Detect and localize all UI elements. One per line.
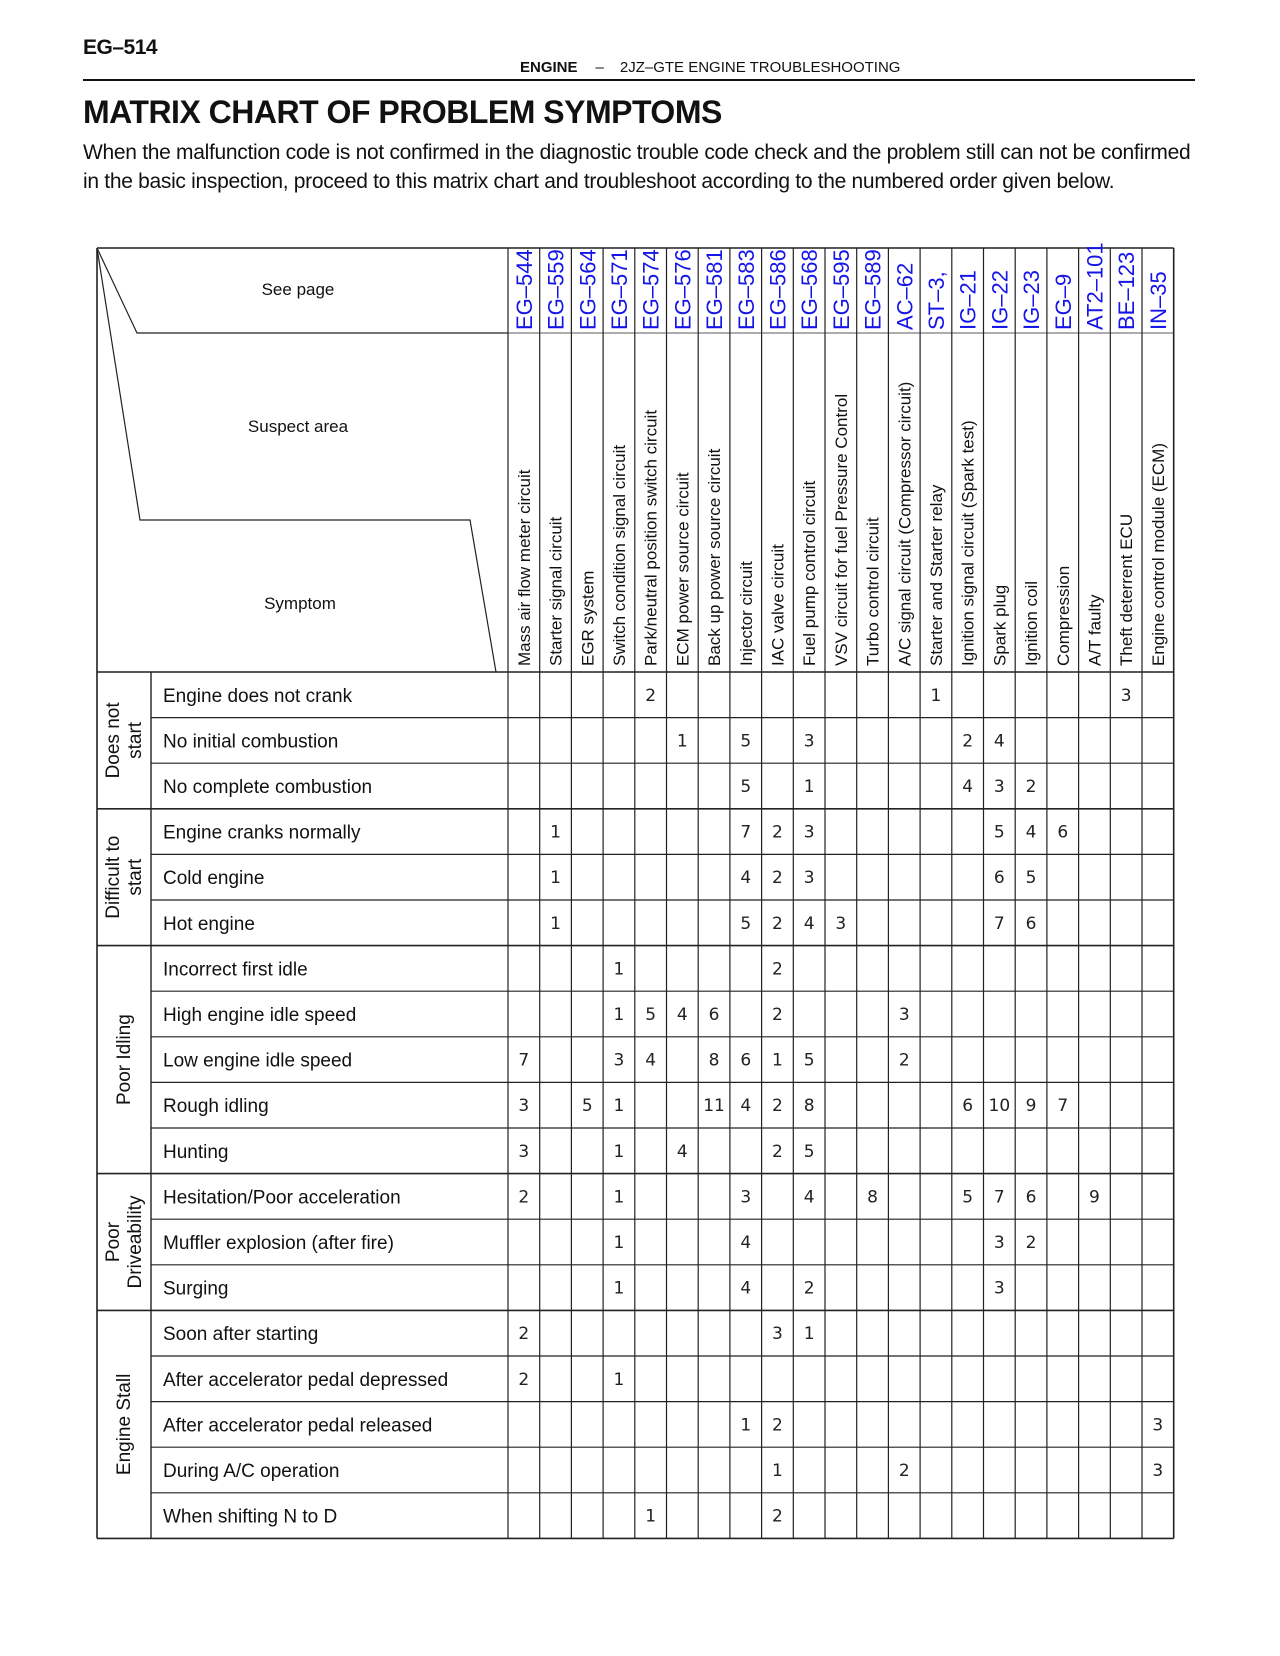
check-order-value: 5 [803, 1141, 815, 1162]
see-page-reference: EG–564 [575, 249, 601, 330]
check-order-value: 1 [613, 1278, 625, 1299]
page-number: EG–514 [83, 36, 158, 59]
check-order-value: 1 [613, 1187, 625, 1208]
check-order-value: 4 [645, 1050, 657, 1071]
check-order-value: 9 [1089, 1187, 1100, 1208]
see-page-reference: AC–62 [892, 262, 918, 330]
check-order-value: 4 [740, 1096, 752, 1117]
check-order-value: 2 [772, 913, 783, 934]
see-page-reference: EG–544 [511, 249, 537, 330]
check-order-value: 5 [740, 731, 752, 752]
check-order-value: 1 [645, 1506, 657, 1527]
suspect-area-header: Starter and Starter relay [926, 484, 946, 666]
suspect-area-header: Starter signal circuit [546, 516, 566, 666]
check-order-value: 2 [645, 685, 657, 706]
symptom-label: When shifting N to D [163, 1506, 338, 1528]
symptom-label: Hunting [163, 1141, 229, 1163]
suspect-area-header: Injector circuit [736, 561, 756, 666]
see-page-reference: IG–23 [1019, 270, 1045, 330]
check-order-value: 8 [708, 1050, 720, 1071]
check-order-value: 4 [993, 731, 1005, 752]
symptom-category-label: Driveability [125, 1195, 146, 1289]
suspect-area-header: ECM power source circuit [673, 472, 693, 666]
check-order-value: 1 [550, 868, 561, 889]
symptom-category-label: start [125, 721, 146, 759]
see-page-reference: EG–589 [860, 249, 886, 330]
suspect-area-header: Compression [1053, 565, 1073, 666]
check-order-value: 5 [993, 822, 1005, 843]
check-order-value: 3 [993, 777, 1005, 797]
check-order-value: 4 [962, 777, 974, 797]
subsection-label: 2JZ–GTE ENGINE TROUBLESHOOTING [619, 59, 901, 76]
symptom-label: During A/C operation [163, 1461, 340, 1482]
check-order-value: 2 [518, 1369, 530, 1390]
check-order-value: 1 [550, 913, 561, 934]
check-order-value: 2 [772, 868, 783, 889]
check-order-value: 4 [740, 1278, 752, 1299]
check-order-value: 6 [962, 1096, 974, 1117]
check-order-value: 3 [613, 1050, 625, 1071]
check-order-value: 4 [803, 1187, 815, 1208]
header-separator: – [595, 59, 604, 76]
check-order-value: 2 [898, 1461, 910, 1481]
suspect-area-header: EGR system [578, 570, 598, 666]
see-page-reference: EG–586 [765, 249, 791, 330]
see-page-reference: BE–123 [1114, 251, 1140, 330]
check-order-value: 7 [993, 913, 1005, 934]
check-order-value: 3 [1152, 1461, 1164, 1481]
check-order-value: 2 [898, 1050, 910, 1071]
check-order-value: 5 [1025, 868, 1037, 889]
symptom-label: No initial combustion [163, 731, 339, 753]
symptom-label: No complete combustion [163, 777, 373, 798]
see-page-reference: IG–22 [987, 270, 1013, 330]
symptom-label: Engine does not crank [163, 685, 353, 707]
check-order-value: 1 [613, 1096, 625, 1117]
check-order-value: 4 [676, 1005, 688, 1025]
check-order-value: 1 [772, 1461, 783, 1481]
suspect-area-header: A/C signal circuit (Compressor circuit) [895, 381, 915, 666]
see-page-reference: EG–574 [638, 249, 664, 330]
check-order-value: 2 [772, 1415, 783, 1436]
symptom-label: Hesitation/Poor acceleration [163, 1187, 401, 1209]
suspect-area-header: A/T faulty [1085, 594, 1105, 666]
check-order-value: 5 [645, 1005, 657, 1025]
check-order-value: 1 [676, 731, 688, 752]
check-order-value: 7 [740, 822, 752, 843]
check-order-value: 2 [772, 1506, 783, 1527]
check-order-value: 5 [740, 777, 752, 797]
check-order-value: 1 [740, 1415, 752, 1436]
suspect-area-header: Fuel pump control circuit [800, 480, 820, 666]
suspect-area-header: VSV circuit for fuel Pressure Control [831, 393, 851, 666]
check-order-value: 1 [930, 685, 942, 706]
see-page-reference: EG–9 [1050, 273, 1076, 330]
symptom-label: Hot engine [163, 913, 255, 935]
see-page-reference: EG–595 [828, 249, 854, 330]
check-order-value: 2 [518, 1187, 530, 1208]
check-order-value: 1 [613, 1141, 625, 1162]
check-order-value: 4 [740, 868, 752, 889]
check-order-value: 8 [867, 1187, 878, 1208]
symptom-label: Soon after starting [163, 1324, 319, 1346]
see-page-reference: IN–35 [1145, 271, 1171, 330]
suspect-area-header: Ignition coil [1022, 580, 1042, 666]
see-page-reference: EG–568 [797, 249, 823, 330]
check-order-value: 6 [1025, 1187, 1037, 1208]
check-order-value: 4 [676, 1141, 688, 1162]
check-order-value: 3 [518, 1096, 530, 1117]
check-order-value: 3 [835, 913, 847, 934]
symptom-category-label: Engine Stall [114, 1373, 135, 1476]
see-page-reference: EG–581 [702, 249, 728, 330]
check-order-value: 6 [993, 868, 1005, 889]
check-order-value: 5 [962, 1187, 974, 1208]
check-order-value: 1 [803, 1324, 815, 1345]
check-order-value: 6 [1057, 822, 1069, 843]
check-order-value: 2 [772, 959, 783, 980]
symptom-label: Cold engine [163, 868, 265, 890]
check-order-value: 2 [772, 1141, 783, 1162]
check-order-value: 4 [803, 913, 815, 934]
check-order-value: 3 [993, 1233, 1005, 1253]
symptom-label: Symptom [264, 594, 336, 613]
check-order-value: 2 [1025, 1233, 1037, 1253]
check-order-value: 1 [613, 1005, 625, 1025]
check-order-value: 1 [613, 1369, 625, 1390]
see-page-label: See page [261, 280, 335, 299]
check-order-value: 1 [772, 1050, 783, 1071]
check-order-value: 5 [740, 913, 752, 934]
see-page-reference: ST–3, [923, 271, 949, 330]
check-order-value: 9 [1025, 1096, 1037, 1117]
symptom-label: Incorrect first idle [163, 959, 308, 981]
suspect-area-header: IAC valve circuit [768, 544, 788, 666]
check-order-value: 3 [803, 822, 815, 843]
check-order-value: 3 [518, 1141, 530, 1162]
check-order-value: 4 [740, 1233, 752, 1253]
see-page-reference: EG–583 [733, 249, 759, 330]
check-order-value: 3 [803, 868, 815, 889]
check-order-value: 10 [988, 1096, 1011, 1117]
check-order-value: 2 [772, 1096, 783, 1117]
symptom-label: High engine idle speed [163, 1005, 357, 1026]
check-order-value: 2 [772, 1005, 783, 1025]
check-order-value: 3 [993, 1278, 1005, 1299]
see-page-reference: IG–21 [955, 270, 981, 330]
check-order-value: 1 [613, 959, 625, 980]
check-order-value: 3 [1152, 1415, 1164, 1436]
symptom-category-label: start [125, 858, 146, 896]
see-page-reference: EG–576 [670, 249, 696, 330]
check-order-value: 3 [1120, 685, 1132, 706]
check-order-value: 5 [803, 1050, 815, 1071]
check-order-value: 6 [708, 1005, 720, 1025]
symptom-category-label: Poor [103, 1221, 124, 1263]
symptom-label: After accelerator pedal released [163, 1415, 433, 1437]
suspect-area-header: Ignition signal circuit (Spark test) [958, 420, 978, 666]
see-page-reference: AT2–101 [1082, 242, 1108, 330]
check-order-value: 7 [1057, 1096, 1069, 1117]
check-order-value: 2 [518, 1324, 530, 1345]
see-page-reference: EG–571 [606, 249, 632, 330]
symptom-category-label: Difficult to [103, 835, 124, 919]
symptom-category-label: Does not [103, 702, 124, 779]
check-order-value: 3 [772, 1324, 783, 1345]
check-order-value: 4 [1025, 822, 1037, 843]
check-order-value: 1 [803, 777, 815, 797]
suspect-area-header: Spark plug [990, 584, 1010, 666]
page-title: MATRIX CHART OF PROBLEM SYMPTOMS [83, 94, 722, 130]
intro-paragraph: When the malfunction code is not confirmed in the diagnostic trouble code check and the problem still can not be confirmed in the basic inspection, proceed to this matrix chart and troubleshoot according to the numbered order given below. [83, 141, 1191, 193]
suspect-area-header: Park/neutral position switch circuit [641, 409, 661, 666]
symptom-category-label: Poor Idling [114, 1014, 135, 1106]
check-order-value: 1 [613, 1233, 625, 1253]
suspect-area-header: Back up power source circuit [705, 448, 725, 666]
check-order-value: 6 [1025, 913, 1037, 934]
symptom-label: Muffler explosion (after fire) [163, 1233, 394, 1254]
check-order-value: 3 [898, 1005, 910, 1025]
check-order-value: 2 [803, 1278, 815, 1299]
check-order-value: 8 [803, 1096, 815, 1117]
symptom-label: Rough idling [163, 1096, 269, 1118]
section-label: ENGINE [520, 59, 578, 76]
suspect-area-label: Suspect area [247, 417, 349, 436]
check-order-value: 6 [740, 1050, 752, 1071]
suspect-area-header: Engine control module (ECM) [1148, 443, 1168, 666]
suspect-area-header: Switch condition signal circuit [609, 444, 629, 666]
symptom-label: After accelerator pedal depressed [163, 1369, 449, 1391]
see-page-reference: EG–559 [543, 249, 569, 330]
symptom-label: Engine cranks normally [163, 822, 361, 844]
check-order-value: 11 [703, 1096, 725, 1117]
symptom-label: Low engine idle speed [163, 1050, 353, 1072]
check-order-value: 3 [803, 731, 815, 752]
check-order-value: 2 [772, 822, 783, 843]
check-order-value: 2 [1025, 777, 1037, 797]
symptom-label: Surging [163, 1278, 229, 1300]
suspect-area-header: Turbo control circuit [863, 517, 883, 666]
check-order-value: 1 [550, 822, 561, 843]
check-order-value: 3 [740, 1187, 752, 1208]
suspect-area-header: Mass air flow meter circuit [514, 469, 534, 666]
check-order-value: 7 [993, 1187, 1005, 1208]
check-order-value: 2 [962, 731, 974, 752]
suspect-area-header: Theft deterrent ECU [1117, 513, 1137, 666]
check-order-value: 7 [518, 1050, 530, 1071]
check-order-value: 5 [581, 1096, 593, 1117]
